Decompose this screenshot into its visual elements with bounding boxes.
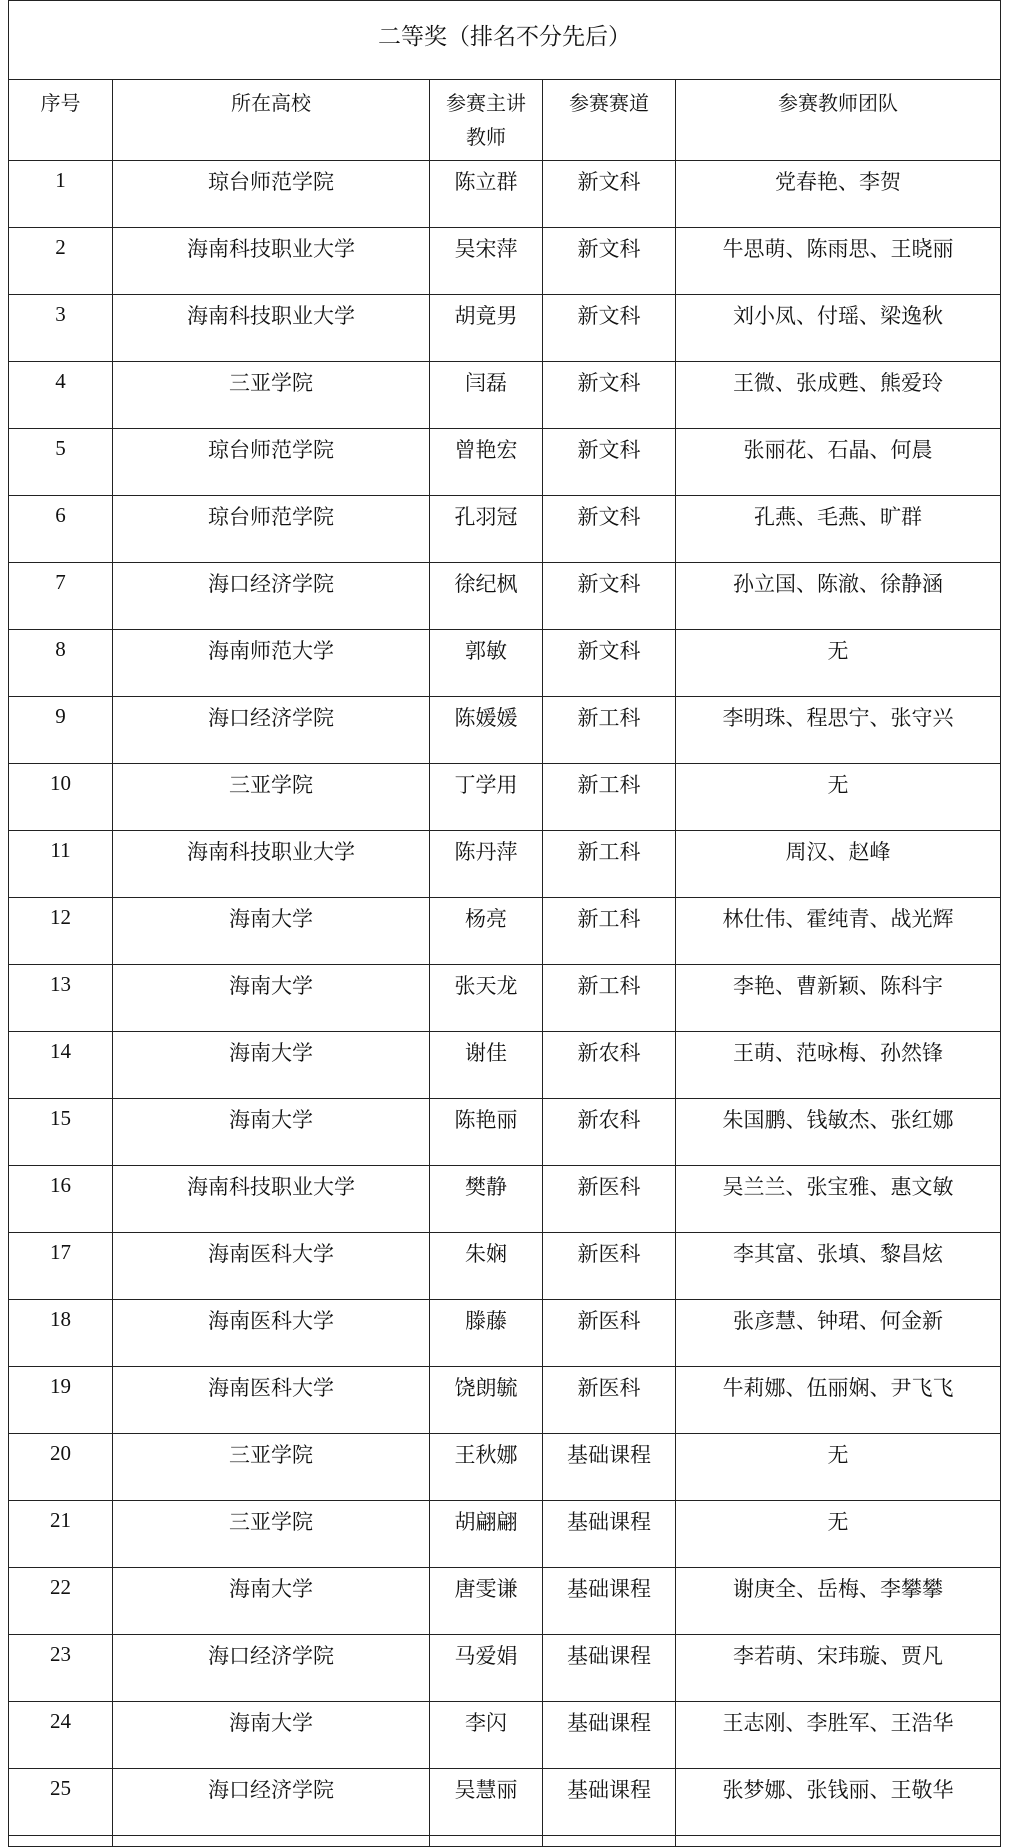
table-row bbox=[9, 697, 1001, 764]
table-row bbox=[9, 1635, 1001, 1702]
cell-track: 新文科 bbox=[543, 429, 676, 496]
cell-seq: 11 bbox=[9, 831, 113, 898]
cell-school: 海南医科大学 bbox=[113, 1233, 430, 1300]
cell-track: 基础课程 bbox=[543, 1635, 676, 1702]
cell-team: 谢庚全、岳梅、李攀攀 bbox=[676, 1568, 1001, 1635]
table-row bbox=[9, 1434, 1001, 1501]
cell-track: 新农科 bbox=[543, 1099, 676, 1166]
cell-seq: 16 bbox=[9, 1166, 113, 1233]
cell-team: 王萌、范咏梅、孙然锋 bbox=[676, 1032, 1001, 1099]
table-row bbox=[9, 295, 1001, 362]
table-row bbox=[9, 228, 1001, 295]
cell-team: 张彦慧、钟珺、何金新 bbox=[676, 1300, 1001, 1367]
table-row bbox=[9, 898, 1001, 965]
table-row bbox=[9, 764, 1001, 831]
cell-teacher: 陈媛媛 bbox=[430, 697, 543, 764]
cell-track: 新文科 bbox=[543, 496, 676, 563]
cell-track: 新文科 bbox=[543, 295, 676, 362]
cell-team: 牛思萌、陈雨思、王晓丽 bbox=[676, 228, 1001, 295]
cell-teacher: 朱娴 bbox=[430, 1233, 543, 1300]
table-row bbox=[9, 1166, 1001, 1233]
table-body bbox=[9, 161, 1001, 1836]
header-row bbox=[9, 80, 1001, 161]
cell-seq: 22 bbox=[9, 1568, 113, 1635]
cell-teacher: 闫磊 bbox=[430, 362, 543, 429]
cell-seq: 15 bbox=[9, 1099, 113, 1166]
cell-teacher: 饶朗毓 bbox=[430, 1367, 543, 1434]
cell-teacher: 王秋娜 bbox=[430, 1434, 543, 1501]
cell-school: 三亚学院 bbox=[113, 1501, 430, 1568]
header-school: 所在高校 bbox=[113, 80, 430, 161]
cell-school: 海南医科大学 bbox=[113, 1367, 430, 1434]
cell-track: 新工科 bbox=[543, 831, 676, 898]
cell-seq: 21 bbox=[9, 1501, 113, 1568]
cell-track: 新医科 bbox=[543, 1233, 676, 1300]
cell-school: 海南大学 bbox=[113, 1568, 430, 1635]
cell-team: 朱国鹏、钱敏杰、张红娜 bbox=[676, 1099, 1001, 1166]
cell-team: 无 bbox=[676, 630, 1001, 697]
table-continuation-row bbox=[9, 1836, 1001, 1847]
cell-seq: 23 bbox=[9, 1635, 113, 1702]
cell-school: 海口经济学院 bbox=[113, 1635, 430, 1702]
header-seq: 序号 bbox=[9, 80, 113, 161]
cell-seq: 12 bbox=[9, 898, 113, 965]
cell-school: 海南大学 bbox=[113, 965, 430, 1032]
cell-seq: 17 bbox=[9, 1233, 113, 1300]
table-row bbox=[9, 496, 1001, 563]
cell-teacher: 唐雯谦 bbox=[430, 1568, 543, 1635]
cell-seq: 4 bbox=[9, 362, 113, 429]
cell-school: 海南科技职业大学 bbox=[113, 228, 430, 295]
cell-track: 新文科 bbox=[543, 563, 676, 630]
cell-teacher: 吴宋萍 bbox=[430, 228, 543, 295]
cell-school: 海南大学 bbox=[113, 1032, 430, 1099]
cell-seq: 1 bbox=[9, 161, 113, 228]
cell-track: 基础课程 bbox=[543, 1702, 676, 1769]
cell-school: 三亚学院 bbox=[113, 362, 430, 429]
cell-team: 无 bbox=[676, 1501, 1001, 1568]
cell-team: 王微、张成甦、熊爱玲 bbox=[676, 362, 1001, 429]
cell-seq: 7 bbox=[9, 563, 113, 630]
cell-team: 党春艳、李贺 bbox=[676, 161, 1001, 228]
cell-seq: 6 bbox=[9, 496, 113, 563]
header-track: 参赛赛道 bbox=[543, 80, 676, 161]
table-row bbox=[9, 1300, 1001, 1367]
cell-team: 李若萌、宋玮璇、贾凡 bbox=[676, 1635, 1001, 1702]
cell-teacher: 杨亮 bbox=[430, 898, 543, 965]
cell-seq: 3 bbox=[9, 295, 113, 362]
cell-track: 基础课程 bbox=[543, 1501, 676, 1568]
cell-teacher: 郭敏 bbox=[430, 630, 543, 697]
table-row bbox=[9, 1099, 1001, 1166]
cell-seq: 18 bbox=[9, 1300, 113, 1367]
cell-school: 琼台师范学院 bbox=[113, 429, 430, 496]
table-row bbox=[9, 1501, 1001, 1568]
cell-team: 孔燕、毛燕、旷群 bbox=[676, 496, 1001, 563]
cell-track: 新医科 bbox=[543, 1367, 676, 1434]
table-row bbox=[9, 965, 1001, 1032]
cell-teacher: 陈立群 bbox=[430, 161, 543, 228]
cell-seq: 8 bbox=[9, 630, 113, 697]
table-row bbox=[9, 1568, 1001, 1635]
cell-track: 新工科 bbox=[543, 697, 676, 764]
cell-track: 基础课程 bbox=[543, 1434, 676, 1501]
cell-teacher: 孔羽冠 bbox=[430, 496, 543, 563]
header-team: 参赛教师团队 bbox=[676, 80, 1001, 161]
cell-track: 新农科 bbox=[543, 1032, 676, 1099]
cell-track: 新文科 bbox=[543, 362, 676, 429]
table-row bbox=[9, 563, 1001, 630]
award-table bbox=[8, 0, 1001, 1847]
cell-track: 新文科 bbox=[543, 161, 676, 228]
cell-team: 孙立国、陈澈、徐静涵 bbox=[676, 563, 1001, 630]
cell-school: 海南大学 bbox=[113, 1702, 430, 1769]
cell-seq: 9 bbox=[9, 697, 113, 764]
cell-school: 海南科技职业大学 bbox=[113, 831, 430, 898]
cell-school: 海口经济学院 bbox=[113, 697, 430, 764]
cell-team: 牛莉娜、伍丽娴、尹飞飞 bbox=[676, 1367, 1001, 1434]
cell-track: 新工科 bbox=[543, 965, 676, 1032]
table-row bbox=[9, 831, 1001, 898]
cell-school: 海南大学 bbox=[113, 898, 430, 965]
cell-teacher: 滕藤 bbox=[430, 1300, 543, 1367]
cell-team: 无 bbox=[676, 764, 1001, 831]
table-row bbox=[9, 1367, 1001, 1434]
cell-teacher: 陈丹萍 bbox=[430, 831, 543, 898]
table-row bbox=[9, 1233, 1001, 1300]
cell-teacher: 吴慧丽 bbox=[430, 1769, 543, 1836]
cell-school: 海南科技职业大学 bbox=[113, 295, 430, 362]
cell-teacher: 谢佳 bbox=[430, 1032, 543, 1099]
cell-track: 新医科 bbox=[543, 1300, 676, 1367]
table-row bbox=[9, 1702, 1001, 1769]
cell-seq: 13 bbox=[9, 965, 113, 1032]
cell-seq: 5 bbox=[9, 429, 113, 496]
cell-seq: 14 bbox=[9, 1032, 113, 1099]
cell-team: 刘小凤、付瑶、梁逸秋 bbox=[676, 295, 1001, 362]
table-title: 二等奖（排名不分先后） bbox=[9, 1, 1001, 80]
cell-teacher: 曾艳宏 bbox=[430, 429, 543, 496]
cell-teacher: 樊静 bbox=[430, 1166, 543, 1233]
cell-team: 李其富、张填、黎昌炫 bbox=[676, 1233, 1001, 1300]
table-row bbox=[9, 1032, 1001, 1099]
table-row bbox=[9, 630, 1001, 697]
cell-track: 新医科 bbox=[543, 1166, 676, 1233]
cell-teacher: 陈艳丽 bbox=[430, 1099, 543, 1166]
award-table-sheet bbox=[8, 0, 1000, 1847]
cell-teacher: 丁学用 bbox=[430, 764, 543, 831]
cell-team: 李艳、曹新颖、陈科宇 bbox=[676, 965, 1001, 1032]
table-row bbox=[9, 362, 1001, 429]
cell-team: 李明珠、程思宁、张守兴 bbox=[676, 697, 1001, 764]
cell-seq: 10 bbox=[9, 764, 113, 831]
cell-teacher: 徐纪枫 bbox=[430, 563, 543, 630]
cell-school: 琼台师范学院 bbox=[113, 161, 430, 228]
cell-school: 三亚学院 bbox=[113, 764, 430, 831]
cell-school: 海口经济学院 bbox=[113, 1769, 430, 1836]
cell-team: 王志刚、李胜军、王浩华 bbox=[676, 1702, 1001, 1769]
cell-seq: 25 bbox=[9, 1769, 113, 1836]
cell-teacher: 马爱娟 bbox=[430, 1635, 543, 1702]
cell-seq: 24 bbox=[9, 1702, 113, 1769]
cell-teacher: 张天龙 bbox=[430, 965, 543, 1032]
cell-school: 海口经济学院 bbox=[113, 563, 430, 630]
cell-team: 张丽花、石晶、何晨 bbox=[676, 429, 1001, 496]
cell-school: 三亚学院 bbox=[113, 1434, 430, 1501]
cell-team: 林仕伟、霍纯青、战光辉 bbox=[676, 898, 1001, 965]
cell-school: 琼台师范学院 bbox=[113, 496, 430, 563]
cell-team: 无 bbox=[676, 1434, 1001, 1501]
header-teacher: 参赛主讲教师 bbox=[430, 80, 543, 161]
cell-track: 基础课程 bbox=[543, 1568, 676, 1635]
cell-track: 新工科 bbox=[543, 898, 676, 965]
table-row bbox=[9, 161, 1001, 228]
cell-school: 海南大学 bbox=[113, 1099, 430, 1166]
cell-track: 新工科 bbox=[543, 764, 676, 831]
cell-teacher: 李闪 bbox=[430, 1702, 543, 1769]
cell-school: 海南科技职业大学 bbox=[113, 1166, 430, 1233]
cell-track: 基础课程 bbox=[543, 1769, 676, 1836]
cell-school: 海南师范大学 bbox=[113, 630, 430, 697]
cell-teacher: 胡翩翩 bbox=[430, 1501, 543, 1568]
cell-seq: 20 bbox=[9, 1434, 113, 1501]
cell-team: 吴兰兰、张宝雅、惠文敏 bbox=[676, 1166, 1001, 1233]
cell-team: 周汉、赵峰 bbox=[676, 831, 1001, 898]
cell-teacher: 胡竟男 bbox=[430, 295, 543, 362]
table-row bbox=[9, 429, 1001, 496]
cell-track: 新文科 bbox=[543, 228, 676, 295]
table-row bbox=[9, 1769, 1001, 1836]
cell-seq: 19 bbox=[9, 1367, 113, 1434]
cell-team: 张梦娜、张钱丽、王敬华 bbox=[676, 1769, 1001, 1836]
cell-seq: 2 bbox=[9, 228, 113, 295]
cell-school: 海南医科大学 bbox=[113, 1300, 430, 1367]
cell-track: 新文科 bbox=[543, 630, 676, 697]
